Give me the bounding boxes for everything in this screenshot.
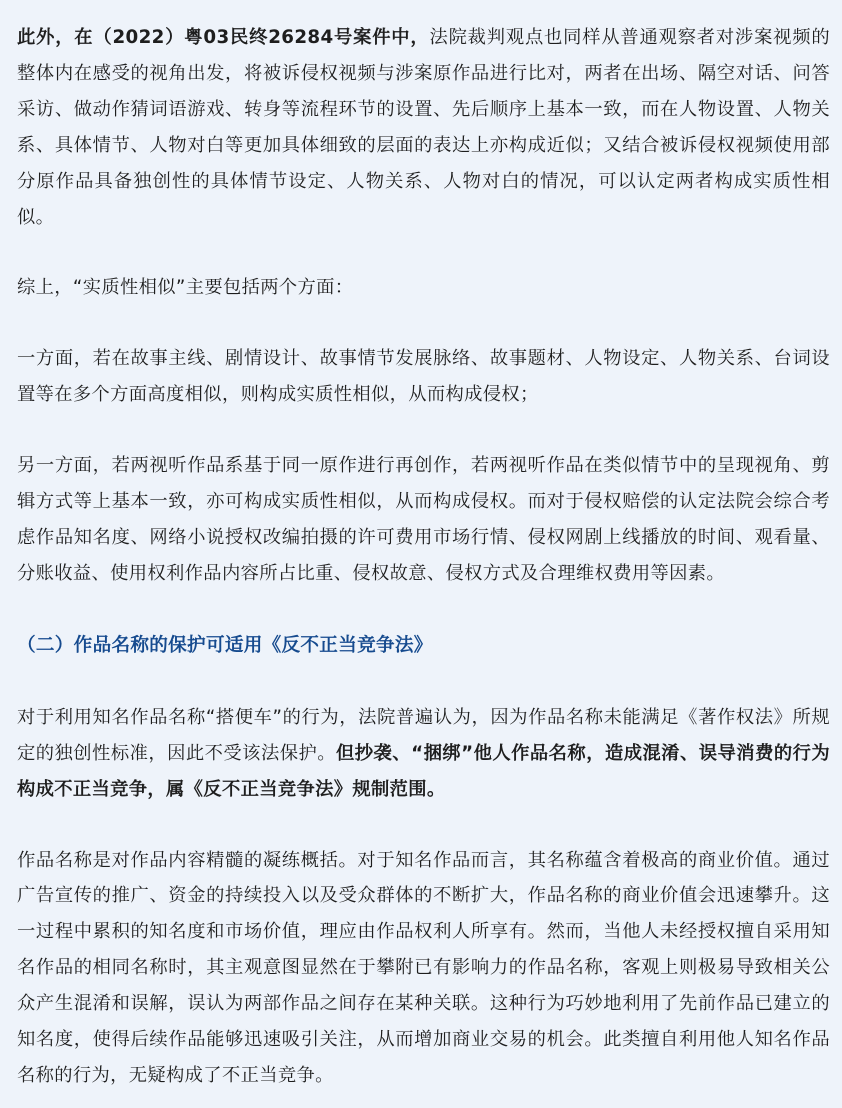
- paragraph-spacer: [17, 235, 830, 270]
- paragraph-spacer: [17, 592, 830, 628]
- paragraph-spacer: [17, 664, 830, 700]
- paragraph-spacer: [17, 306, 830, 341]
- section-heading: （二）作品名称的保护可适用《反不正当竞争法》: [17, 634, 433, 656]
- paragraph-spacer: [17, 808, 830, 843]
- paragraph-spacer: [17, 413, 830, 448]
- case-number-bold: 此外，在（2022）粤03民终26284号案件中，: [17, 27, 430, 48]
- paragraph-summary: 综上，“实质性相似”主要包括两个方面：: [17, 277, 354, 299]
- paragraph-second-aspect: 另一方面，若两视听作品系基于同一原作进行再创作，若两视听作品在类似情节中的呈现视角、剪辑方式等上基本一致，亦可构成实质性相似，从而构成侵权。而对于侵权赔偿的认定法院会综合考虑作品知名度、网络小说授权改编拍摄的许可费用市场行情、侵权网剧上线播放的时间、观看量、分账收益、使用权利作品内容所占比重、侵权故意、侵权方式及合理维权费用等因素。: [17, 455, 830, 584]
- unfair-competition-bold: 但抄袭、“捆绑”他人作品名称，造成混淆、误导消费的行为构成不正当竞争，属《反不正当竞争法》规制范围。: [17, 742, 831, 800]
- paragraph-title-protection: [17, 700, 830, 808]
- paragraph-first-aspect: 一方面，若在故事主线、剧情设计、故事情节发展脉络、故事题材、人物设定、人物关系、台词设置等在多个方面高度相似，则构成实质性相似，从而构成侵权；: [17, 348, 830, 406]
- title-protection-text: 对于利用知名作品名称“搭便车”的行为，法院普遍认为，因为作品名称未能满足《著作权法》所规定的独创性标准，因此不受该法保护。: [17, 706, 830, 764]
- case-analysis-text: 法院裁判观点也同样从普通观察者对涉案视频的整体内在感受的视角出发，将被诉侵权视频与涉案原作品进行比对，两者在出场、隔空对话、问答采访、做动作猜词语游戏、转身等流程环节的设置、先后顺序上基本一致，而在人物设置、人物关系、具体情节、人物对白等更加具体细致的层面的表达上亦构成近似；又结合被诉侵权视频使用部分原作品具备独创性的具体情节设定、人物关系、人物对白的情况，可以认定两者构成实质性相似。: [17, 27, 830, 228]
- paragraph-title-value: 作品名称是对作品内容精髓的凝练概括。对于知名作品而言，其名称蕴含着极高的商业价值。通过广告宣传的推广、资金的持续投入以及受众群体的不断扩大，作品名称的商业价值会迅速攀升。这一过程中累积的知名度和市场价值，理应由作品权利人所享有。然而，当他人未经授权擅自采用知名作品的相同名称时，其主观意图显然在于攀附已有影响力的作品名称，客观上则极易导致相关公众产生混淆和误解，误认为两部作品之间存在某种关联。这种行为巧妙地利用了先前作品已建立的知名度，使得后续作品能够迅速吸引关注，从而增加商业交易的机会。此类擅自利用他人知名作品名称的行为，无疑构成了不正当竞争。: [17, 849, 830, 1086]
- paragraph-case-analysis: [17, 20, 830, 235]
